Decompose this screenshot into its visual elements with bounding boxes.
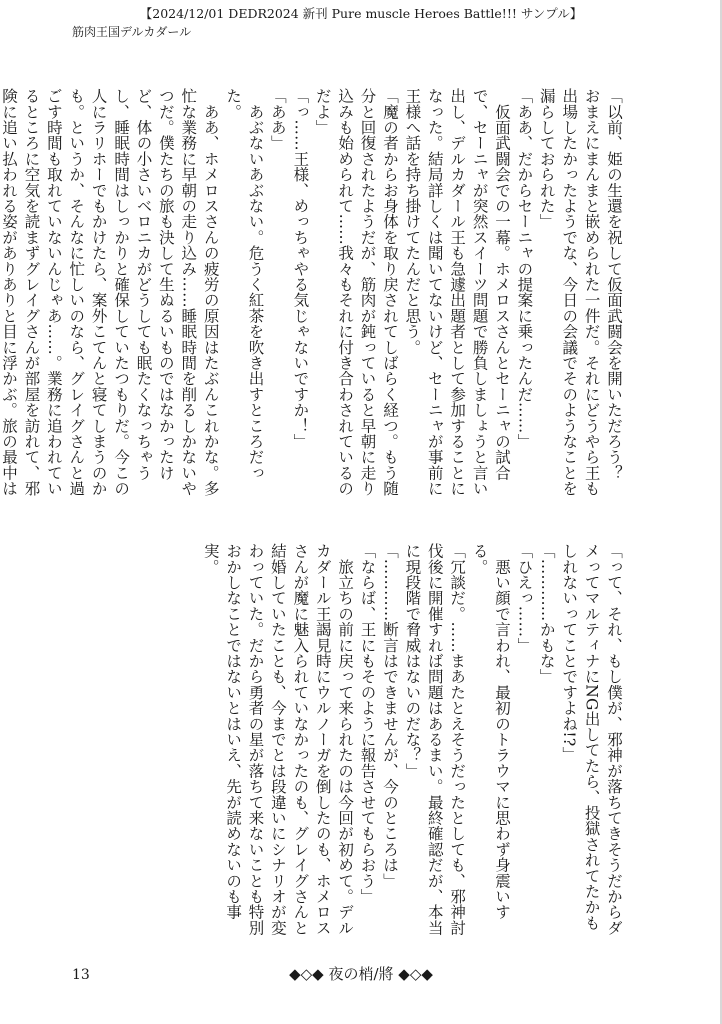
upper-text-block xyxy=(0,88,625,506)
lower-body-text: 「って、それ、もし僕が、邪神が落ちてきそうだからダメってマルティナにNG出してたら、投獄されてたかもしれないってことですよね!?」 「…………かもな」 「ひえっ……」 悪い顔で言われ、最初のトラウマに思わず身震いする。 「冗談だ。……まあたとえそうだったとしても、邪神討伐後に開催すれば問題はあるまい。最終確認だが、本当に現段階で脅威はないのだな？」 「…………断言はできませんが、今のところは」 「ならば、王にもそのように報告させてもらおう」 旅立ちの前に戻って来られたのは今回が初めて。デルカダール王謁見時にウルノーガを倒したのも、ホメロスさんが魔に魅入られていなかったのも、グレイグさんと結婚していたことも、今までとは段違いにシナリオが変わっていた。だから勇者の星が落ちて来ないことも特別おかしなことではないとはいえ、先が読めないのも事実。 xyxy=(201,543,623,936)
circle-name: ◆◇◆ 夜の梢/將 ◆◇◆ xyxy=(289,965,433,983)
upper-body-text: 「以前、姫の生還を祝して仮面武闘会を開いただろう？ おまえにまんまと嵌められた一件だ。それにどうやら王も出場したかったようでな、今日の会議でそのようなことを漏らしておられた」 「ああ、だからセーニャの提案に乗ったんだ……」 仮面武闘会での一幕。ホメロスさんとセーニャの試合で、セーニャが突然スイーツ問題で勝負しましょうと言い出し、デルカダール王も急遽出題者として参加することになった。結局詳しくは聞いてないけど、セーニャが事前に王様へ話を持ち掛けてたんだと思う。 「魔の者からお身体を取り戻されてしばらく経つ。もう随分と回復されたようだが、筋肉が鈍っていると早朝に走り込みも始められて……我々もそれに付き合わされているのだよ」 「っ……王様、めっちゃやる気じゃないですか！」 「ああ」 あぶないあぶない。危うく紅茶を吹き出すところだった。 ああ、ホメロスさんの疲労の原因はたぶんこれかな。多忙な業務に早朝の走り込み……睡眠時間を削るしかないやつだ。僕たちの旅も決して生ぬるいものではなかったけど、体の小さいベロニカがどうしても眠たくなっちゃうし、睡眠時間はしっかりと確保していたつもりだ。今この人にラリホーでもかけたら、案外こてんと寝てしまうのかも。というか、そんなに忙しいのなら、グレイグさんと過ごす時間も取れていないんじゃあ……。業務に追われているところに空気を読まずグレイグさんが部屋を訪れて、邪険に追い払われる姿がありありと目に浮かぶ。旅の最中は xyxy=(0,88,623,497)
page-number: 13 xyxy=(72,967,90,983)
sample-header-title: 【2024/12/01 DEDR2024 新刊 Pure muscle Heroes Battle!!! サンプル】 xyxy=(139,6,583,21)
lower-text-block xyxy=(80,543,625,943)
book-subtitle: 筋肉王国デルカダール xyxy=(72,25,192,39)
